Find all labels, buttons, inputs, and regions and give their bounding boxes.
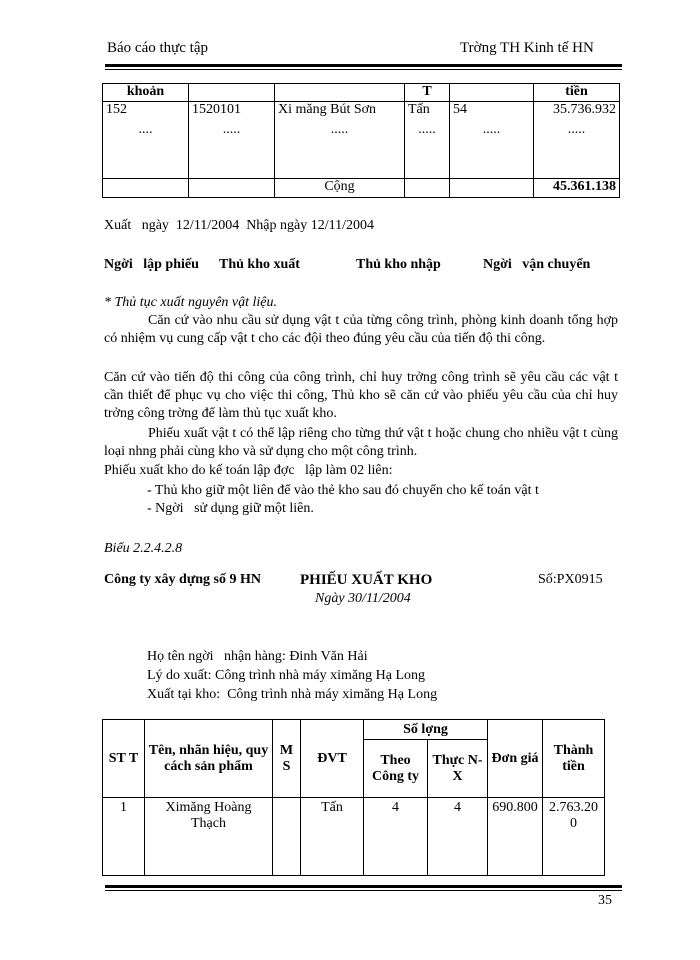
ledger-quantity: 54 [453,102,467,117]
paragraph: Phiếu xuất vật t có thể lập riêng cho từng thứ vật t hoặc chung cho nhiều vật t cùng loại nhng phải cùng kho và sử dụng cho một công trình. [104,426,618,459]
figure-caption: Biểu 2.2.4.2.8 [104,541,183,556]
ledger-cell [103,179,189,198]
signature-transporter: Ngời vận chuyển [483,257,591,272]
dates-line: Xuất ngày 12/11/2004 Nhập ngày 12/11/2004 [104,218,374,233]
ledger-cell [405,102,450,179]
row-stt: 1 [103,798,145,876]
ledger-unit: Tấn [408,102,430,117]
items-header-row [103,720,605,740]
ledger-header-cell: khoản [103,84,189,102]
ledger-cell [450,179,534,198]
ledger-cell [189,102,275,179]
ledger-cell [189,179,275,198]
ledger-header-row [103,84,620,102]
ledger-total-label: Cộng [275,179,405,198]
paragraph: Phiếu xuất kho do kế toán lập đợc lập làm 02 liên: [104,463,393,478]
signature-warehouse-out: Thủ kho xuất [219,257,300,272]
ledger-cell [275,102,405,179]
company-name: Công ty xây dựng số 9 HN [104,572,261,587]
header-price: Đơn giá [488,720,543,798]
footer-rule-thick [105,885,622,888]
header-rule-thin [105,69,622,70]
header-name: Tên, nhãn hiệu, quy cách sản phẩm [145,720,273,798]
paragraph: Căn cứ vào nhu cầu sử dụng vật t của từng công trình, phòng kinh doanh tổng hợp có nhiệm vụ cung cấp vật t cho các đội theo đúng yêu cầu của tiến độ thi công. [104,313,618,346]
header-qty-actual: Thực N-X [428,740,488,798]
paragraph: Căn cứ vào tiến độ thi công của công trình, chỉ huy trởng công trình sẽ yêu cầu các vật t cần thiết để phục vụ cho việc thi công, Thủ kho sẽ căn cứ vào phiếu yêu cầu của chỉ huy trởng công trờng để làm thủ tục xuất kho. [104,370,618,421]
ledger-table [102,83,620,198]
footer-rule-thin [105,890,622,891]
warehouse-line: Xuất tại kho: Công trình nhà máy ximăng Hạ Long [147,687,438,702]
ledger-header-cell: tiền [534,84,620,102]
ledger-header-cell [275,84,405,102]
ledger-cell [103,102,189,179]
ledger-ellipsis: ..... [418,122,436,137]
voucher-title: PHIẾU XUẤT KHO [300,572,433,588]
bullet-item: - Thủ kho giữ một liên để vào thẻ kho sau đó chuyển cho kế toán vật t [147,483,539,498]
header-ms: M S [273,720,301,798]
page-header-left: Báo cáo thực tập [107,40,209,56]
header-rule-thick [105,64,622,67]
header-amount: Thành tiền [543,720,605,798]
ledger-total-row [103,179,620,198]
procedure-title: * Thủ tục xuất nguyên vật liệu. [104,295,278,310]
page-header-right: Trờng TH Kinh tế HN [460,40,594,56]
ledger-cell [405,179,450,198]
row-qty-actual: 4 [428,798,488,876]
ledger-item-name: Xi măng Bút Sơn [278,102,377,117]
voucher-date: Ngày 30/11/2004 [315,591,411,606]
row-ms [273,798,301,876]
signature-creator: Ngời lập phiếu [104,257,199,272]
ledger-cell [534,102,620,179]
ledger-ellipsis: ..... [482,122,501,137]
header-stt: ST T [103,720,145,798]
items-row [103,798,605,876]
ledger-ellipsis: .... [138,122,153,137]
ledger-code: 1520101 [192,102,241,117]
voucher-number: Số:PX0915 [538,572,603,587]
header-unit: ĐVT [301,720,364,798]
signature-warehouse-in: Thủ kho nhập [356,257,441,272]
page-number: 35 [598,893,612,908]
ledger-header-cell [189,84,275,102]
ledger-ellipsis: ..... [330,122,349,137]
row-amount: 2.763.200 [543,798,605,876]
ledger-account: 152 [106,102,127,117]
ledger-header-cell [450,84,534,102]
row-unit: Tấn [301,798,364,876]
ledger-total-value: 45.361.138 [534,179,620,198]
ledger-ellipsis: ..... [222,122,241,137]
ledger-amount: 35.736.932 [553,102,616,117]
row-qty-plan: 4 [364,798,428,876]
header-qty-plan: Theo Công ty [364,740,428,798]
row-price: 690.800 [488,798,543,876]
voucher-items-table [102,719,605,876]
reason-line: Lý do xuất: Công trình nhà máy ximăng Hạ Long [147,668,426,683]
row-name: Ximăng Hoàng Thạch [145,798,273,876]
ledger-cell [450,102,534,179]
header-quantity: Số lợng [364,720,488,740]
bullet-item: - Ngời sử dụng giữ một liên. [147,501,314,516]
ledger-ellipsis: ..... [567,122,586,137]
ledger-row [103,102,620,179]
receiver-line: Họ tên ngời nhận hàng: Đinh Văn Hải [147,649,368,664]
ledger-header-cell: T [405,84,450,102]
